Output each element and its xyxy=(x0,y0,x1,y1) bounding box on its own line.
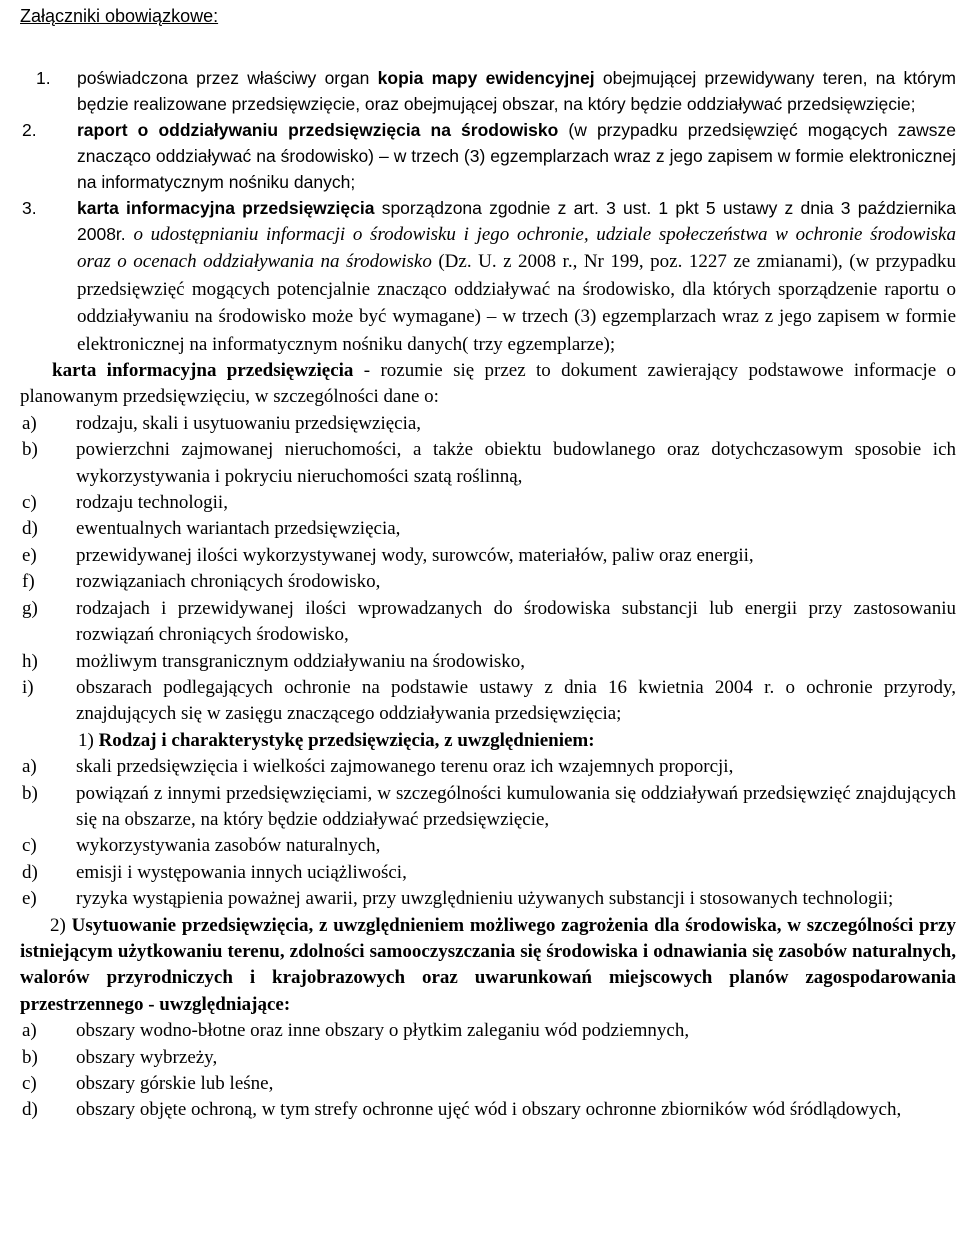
list-item: d) emisji i występowania innych uciążliwości, xyxy=(22,861,407,883)
list-item: b) powiązań z innymi przedsięwzięciami, w szczególności kumulowania się oddziaływań przedsięwzięć znajdujących się na obszarze, na który będzie oddziaływać przedsięwzięcie, xyxy=(22,782,956,830)
list-item: h) możliwym transgranicznym oddziaływaniu na środowisko, xyxy=(22,650,526,672)
section-number: 1) xyxy=(78,729,94,751)
item-text: (Dz. U. z 2008 r., Nr 199, poz. 1227 ze zmianami), (w przypadku przedsięwzięć mogących potencjalnie znacząco oddziaływać na środowisko, dla których sporządzenie raportu o oddziaływaniu na środowisko może być wymagane) – w trzech (3) egzemplarzach wraz z jego zapisem w formie elektronicznej na informatycznym nośniku danych( trzy egzemplarze); xyxy=(77,251,956,355)
list-item: d) obszary objęte ochroną, w tym strefy ochronne ujęć wód i obszary ochronne zbiorników wód śródlądowych, xyxy=(22,1099,902,1121)
list-item: d) ewentualnych wariantach przedsięwzięcia, xyxy=(22,518,401,540)
list-item-2 xyxy=(20,117,956,195)
list-item: i) obszarach podlegających ochronie na podstawie ustawy z dnia 16 kwietnia 2004 r. o ochronie przyrody, znajdujących się w zasięgu znaczącego oddziaływania przedsięwzięcia; xyxy=(22,676,956,725)
item-number: 3. xyxy=(22,198,37,218)
list-item: c) wykorzystywania zasobów naturalnych, xyxy=(22,835,381,857)
list-item: c) rodzaju technologii, xyxy=(22,492,228,514)
karta-definition xyxy=(20,358,956,411)
section-title: Usytuowanie przedsięwzięcia, z uwzględnieniem możliwego zagrożenia dla środowiska, w szczególności przy istniejącym użytkowaniu terenu, zdolności samooczyszczania się środowiska i odnawiania się zasobów naturalnych, walorów przyrodniczych i krajobrazowych oraz uwarunkowań miejscowych planów zagospodarowania przestrzennego - uwzględniające: xyxy=(20,914,956,1015)
item-number: 1. xyxy=(36,68,51,88)
section-2-heading xyxy=(20,913,956,1019)
item-number: 2. xyxy=(22,120,37,140)
section-title: Rodzaj i charakterystykę przedsięwzięcia, z uwzględnieniem: xyxy=(98,729,595,751)
item-text: poświadczona przez właściwy organ xyxy=(77,68,370,88)
item-text: obejmującej przewidywany teren, na którym będzie realizowane przedsięwzięcie, oraz obejmującej obszar, na który będzie oddziaływać przedsięwzięcie; xyxy=(77,68,956,114)
list-item: e) ryzyka wystąpienia poważnej awarii, przy uwzględnieniu używanych substancji i stosowanych technologii; xyxy=(22,888,894,910)
item-text: sporządzona zgodnie z art. 3 ust. 1 pkt 5 ustawy z dnia 3 października 2008r. xyxy=(77,198,956,244)
law-title: o udostępnianiu informacji o środowisku i jego ochronie, udziale społeczeństwa w ochronie środowiska oraz o ocenach oddziaływania na środowisko xyxy=(77,224,956,273)
section-1-heading xyxy=(20,728,956,754)
list-item: f) rozwiązaniach chroniących środowisko, xyxy=(22,571,381,593)
item-bold-text: kopia mapy ewidencyjnej xyxy=(377,68,595,88)
page-title: Załączniki obowiązkowe: xyxy=(20,6,219,26)
karta-list xyxy=(20,411,956,728)
item-bold-text: karta informacyjna przedsięwzięcia xyxy=(77,198,375,218)
list-item: g) rodzajach i przewidywanej ilości wprowadzanych do środowiska substancji lub energii przy zastosowaniu rozwiązań chroniących środowisko, xyxy=(22,597,956,646)
list-item: a) skali przedsięwzięcia i wielkości zajmowanego terenu oraz ich wzajemnych proporcji, xyxy=(22,756,734,778)
list-item: c) obszary górskie lub leśne, xyxy=(22,1073,274,1094)
definition-term: karta informacyjna przedsięwzięcia xyxy=(52,360,354,382)
definition-text: - rozumie się przez to dokument zawierający podstawowe informacje o planowanym przedsięwzięciu, w szczególności dane o: xyxy=(20,360,957,408)
list-item: e) przewidywanej ilości wykorzystywanej wody, surowców, materiałów, paliw oraz energii, xyxy=(22,544,754,566)
item-bold-text: raport o oddziaływaniu przedsięwzięcia na środowisko xyxy=(77,120,559,140)
item-text: (w przypadku przedsięwzięć mogących zawsze znacząco oddziaływać na środowisko) – w trzech (3) egzemplarzach wraz z jego zapisem w formie elektronicznej na informatycznym nośniku danych; xyxy=(77,120,956,192)
list-item-3 xyxy=(20,195,956,358)
section-1-list xyxy=(20,754,956,912)
section-2-list xyxy=(20,1018,956,1124)
section-number: 2) xyxy=(50,914,66,936)
list-item-1 xyxy=(20,65,956,117)
list-item: a) obszary wodno-błotne oraz inne obszary o płytkim zaleganiu wód podziemnych, xyxy=(22,1020,690,1042)
list-item: b) obszary wybrzeży, xyxy=(22,1046,218,1068)
list-item: a) rodzaju, skali i usytuowaniu przedsięwzięcia, xyxy=(22,412,422,434)
list-item: b) powierzchni zajmowanej nieruchomości, a także obiektu budowlanego oraz dotychczasowym sposobie ich wykorzystywania i pokryciu nieruchomości szatą roślinną, xyxy=(22,439,956,487)
